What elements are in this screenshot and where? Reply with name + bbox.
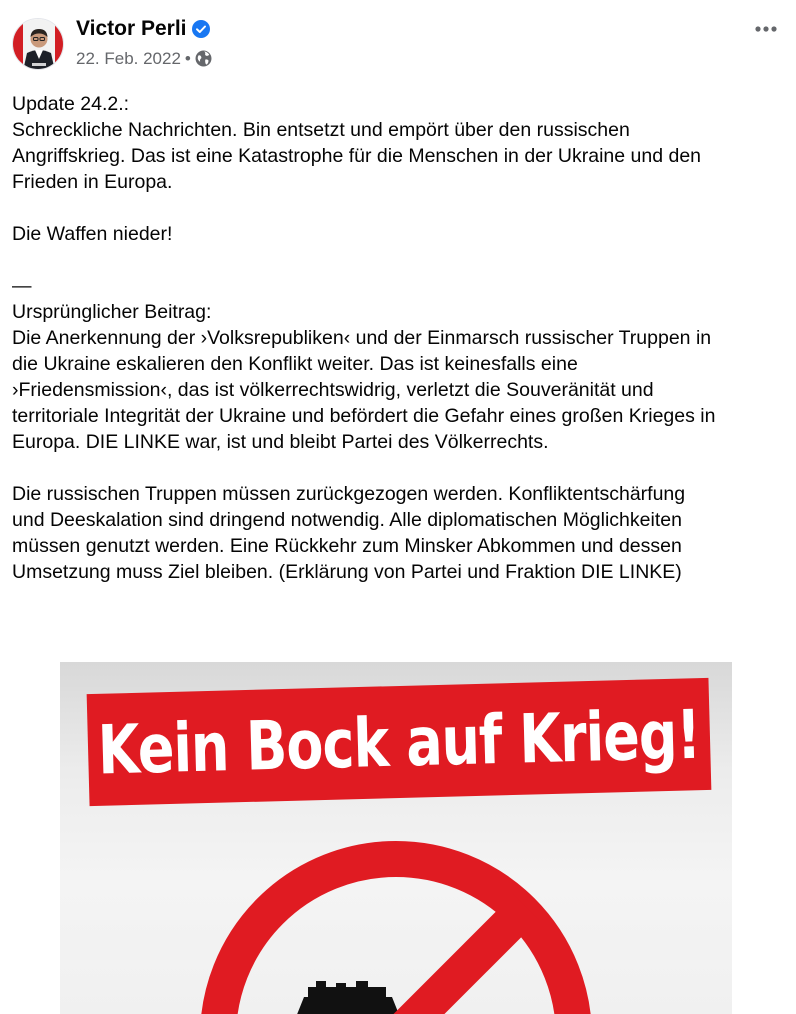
avatar-portrait-icon bbox=[13, 19, 64, 70]
post-text-line: territoriale Integrität der Ukraine und befördert die Gefahr eines großen Krieges in bbox=[12, 405, 716, 427]
post-image[interactable] bbox=[60, 662, 732, 1014]
verified-badge-icon bbox=[192, 20, 210, 44]
author-name-text[interactable]: Victor Perli bbox=[76, 17, 187, 40]
avatar[interactable] bbox=[12, 18, 64, 70]
banner bbox=[87, 678, 712, 806]
post-text-line: die Ukraine eskalieren den Konflikt weiter. Das ist keinesfalls eine bbox=[12, 353, 578, 375]
post-meta bbox=[76, 49, 212, 72]
prohibition-tank-icon bbox=[196, 837, 596, 1014]
more-options-icon bbox=[754, 25, 778, 33]
post-text-line: Die russischen Truppen müssen zurückgezogen werden. Konfliktentschärfung bbox=[12, 483, 686, 505]
globe-icon[interactable] bbox=[195, 50, 212, 72]
post-text-line: Ursprünglicher Beitrag: bbox=[12, 301, 212, 323]
post-text-line: Schreckliche Nachrichten. Bin entsetzt und empört über den russischen bbox=[12, 119, 630, 141]
post-text-line: Frieden in Europa. bbox=[12, 171, 173, 193]
post-text-line: Die Anerkennung der ›Volksrepubliken‹ und der Einmarsch russischer Truppen in bbox=[12, 327, 712, 349]
post-text-line: ›Friedensmission‹, das ist völkerrechtswidrig, verletzt die Souveränität und bbox=[12, 379, 654, 401]
post-text-line: und Deeskalation sind dringend notwendig. Alle diplomatischen Möglichkeiten bbox=[12, 509, 682, 531]
post-text-line: Angriffskrieg. Das ist eine Katastrophe für die Menschen in der Ukraine und den bbox=[12, 145, 702, 167]
post-text-blank bbox=[12, 195, 784, 221]
post-header bbox=[12, 14, 784, 74]
meta-separator: • bbox=[184, 49, 191, 68]
post-text-line: müssen genutzt werden. Eine Rückkehr zum Minsker Abkommen und dessen bbox=[12, 535, 682, 557]
post-date[interactable]: 22. Feb. 2022 bbox=[76, 49, 181, 68]
post-text-blank bbox=[12, 455, 784, 481]
post-text-blank bbox=[12, 247, 784, 273]
post-text-line: Umsetzung muss Ziel bleiben. (Erklärung von Partei und Fraktion DIE LINKE) bbox=[12, 561, 682, 583]
post-text-line: Die Waffen nieder! bbox=[12, 223, 173, 245]
post-text bbox=[12, 91, 784, 585]
post-text-line: Europa. DIE LINKE war, ist und bleibt Partei des Völkerrechts. bbox=[12, 431, 549, 453]
more-options-button[interactable] bbox=[748, 16, 784, 42]
post-text-line: — bbox=[12, 275, 32, 297]
author-name[interactable] bbox=[76, 17, 210, 44]
post-text-line: Update 24.2.: bbox=[12, 93, 130, 115]
banner-text: Kein Bock auf Krieg! bbox=[96, 694, 702, 790]
